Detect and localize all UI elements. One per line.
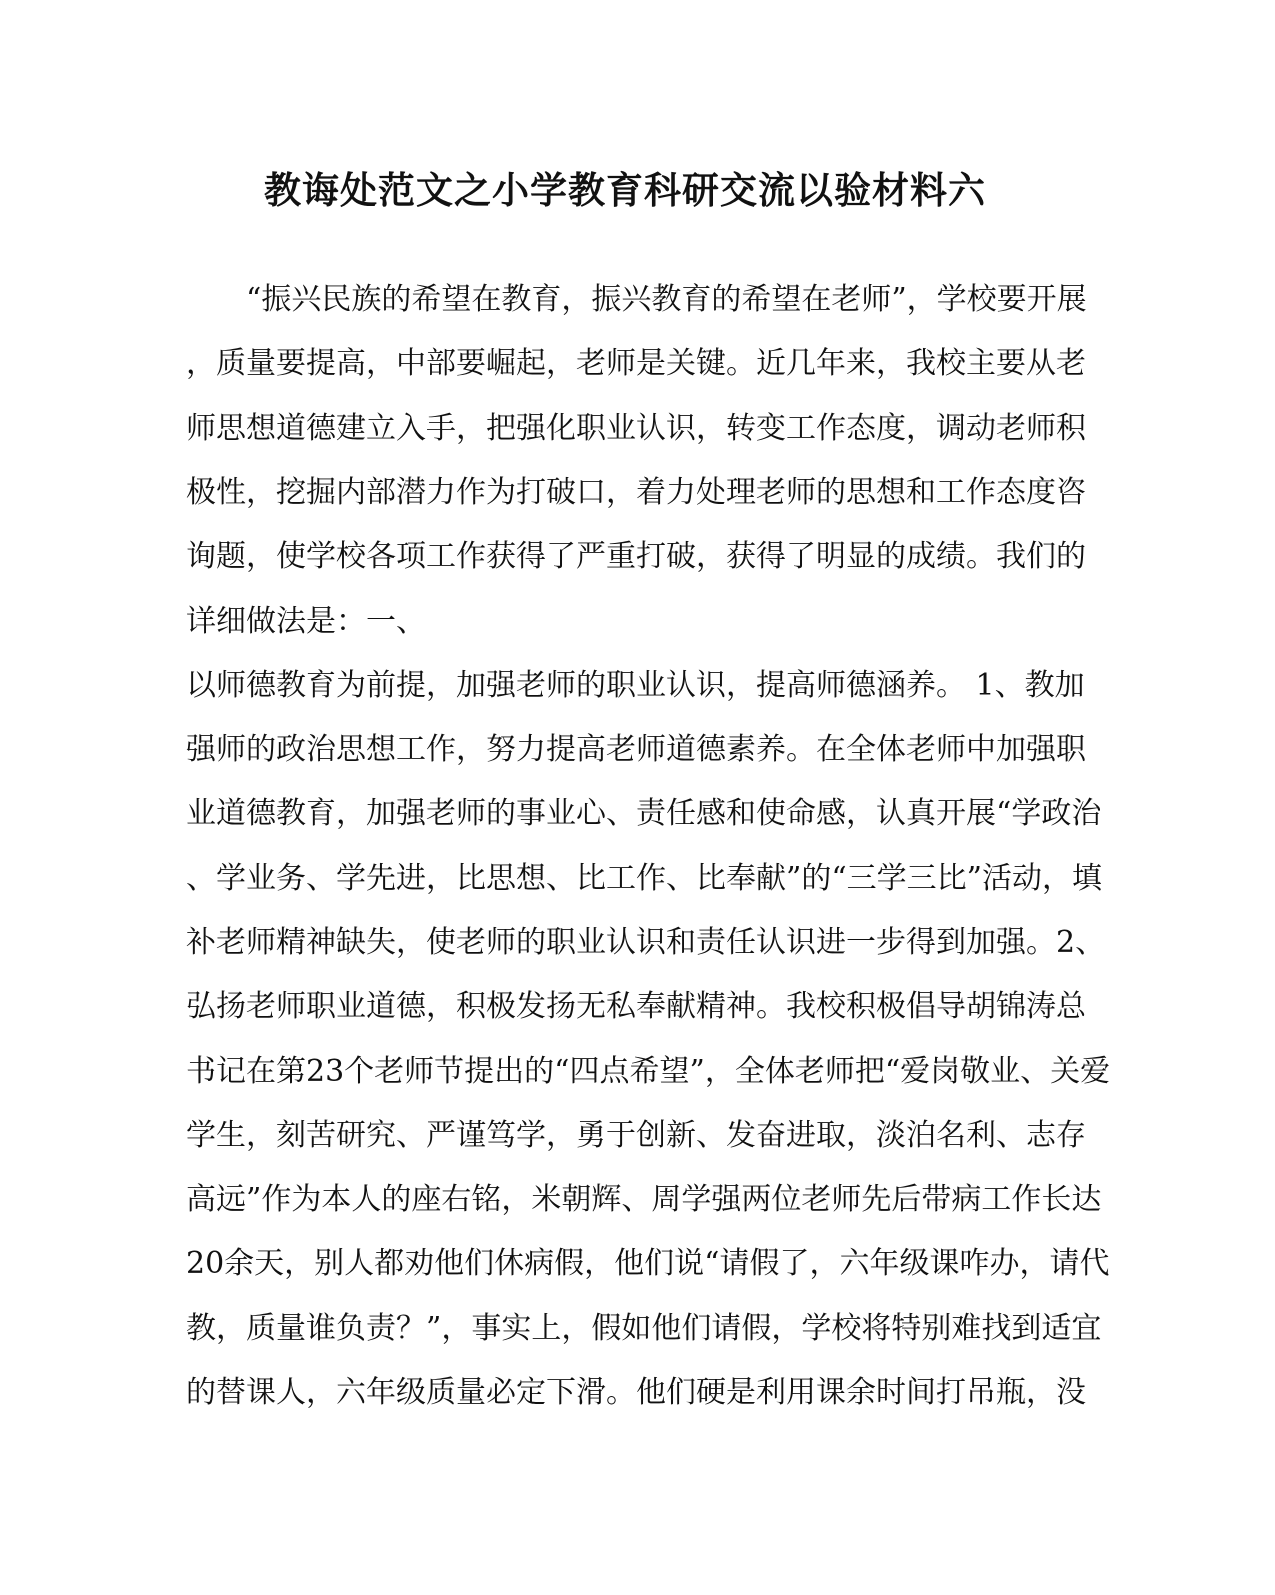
body-line: 书记在第23个老师节提出的“四点希望”，全体老师把“爱岗敬业、关爱	[186, 1054, 1111, 1089]
body-line: 高远”作为本人的座右铭，米朝辉、周学强两位老师先后带病工作长达	[186, 1182, 1102, 1217]
body-line: 以师德教育为前提，加强老师的职业认识，提高师德涵养。 1、教加	[186, 668, 1085, 703]
body-line: 师思想道德建立入手，把强化职业认识，转变工作态度，调动老师积	[186, 411, 1086, 446]
document-title: 教诲处范文之小学教育科研交流以验材料六	[264, 168, 986, 212]
body-line: 教，质量谁负责？”，事实上，假如他们请假，学校将特别难找到适宜	[186, 1311, 1102, 1346]
body-line: 详细做法是：一、	[186, 604, 426, 639]
body-line: 弘扬老师职业道德，积极发扬无私奉献精神。我校积极倡导胡锦涛总	[186, 989, 1086, 1024]
body-line: 的替课人，六年级质量必定下滑。他们硬是利用课余时间打吊瓶，没	[186, 1375, 1086, 1410]
body-line: “振兴民族的希望在教育，振兴教育的希望在老师”，学校要开展	[186, 282, 1087, 317]
body-line: 极性，挖掘内部潜力作为打破口，着力处理老师的思想和工作态度咨	[186, 475, 1086, 510]
body-line: 业道德教育，加强老师的事业心、责任感和使命感，认真开展“学政治	[186, 796, 1102, 831]
body-line: 强师的政治思想工作，努力提高老师道德素养。在全体老师中加强职	[186, 732, 1086, 767]
body-line: ，质量要提高，中部要崛起，老师是关键。近几年来，我校主要从老	[186, 346, 1086, 381]
body-line: 学生，刻苦研究、严谨笃学，勇于创新、发奋进取，淡泊名利、志存	[186, 1118, 1086, 1153]
body-line: 询题，使学校各项工作获得了严重打破，获得了明显的成绩。我们的	[186, 539, 1086, 574]
body-line: 、学业务、学先进，比思想、比工作、比奉献”的“三学三比”活动，填	[186, 861, 1103, 896]
body-line: 补老师精神缺失，使老师的职业认识和责任认识进一步得到加强。2、	[186, 925, 1106, 960]
body-line: 20余天，别人都劝他们休病假，他们说“请假了，六年级课咋办，请代	[186, 1246, 1110, 1281]
